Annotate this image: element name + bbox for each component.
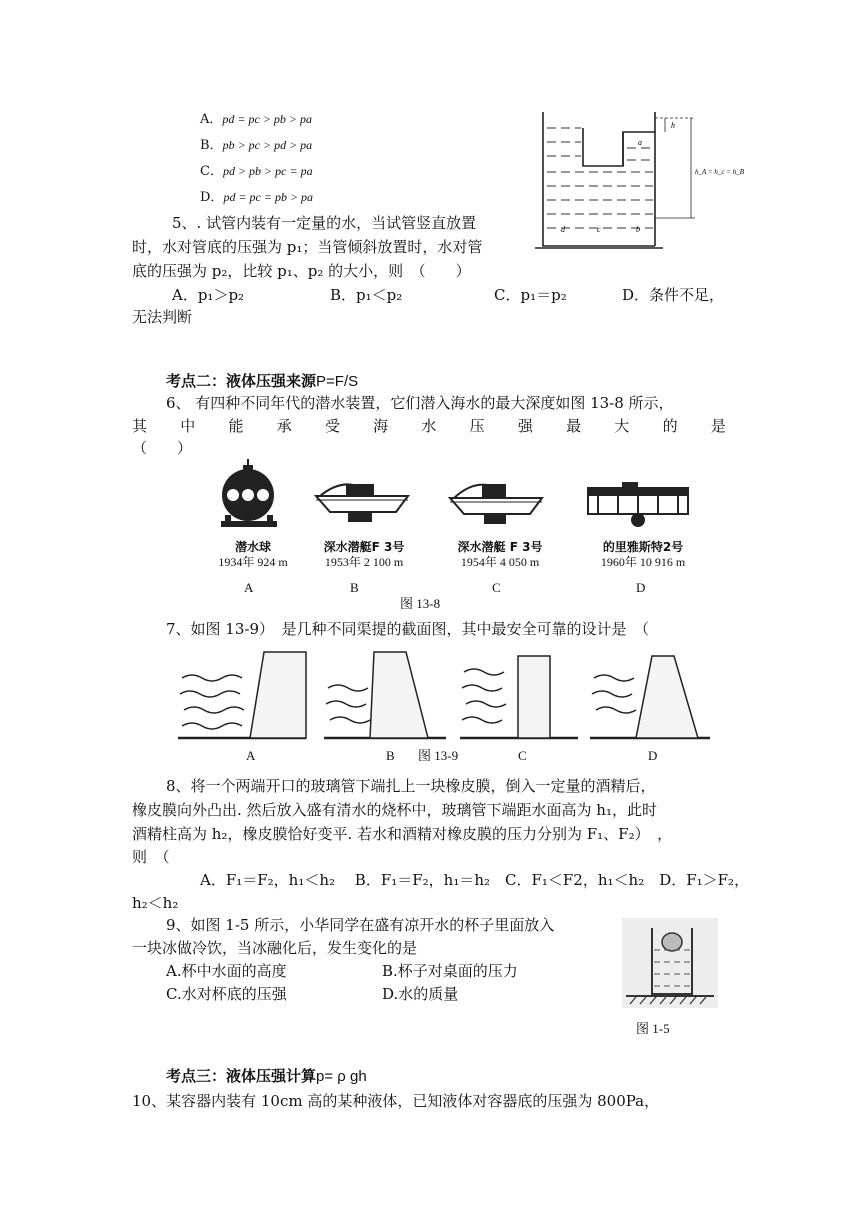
q5-option-a: A．p₁＞p₂ <box>172 286 245 304</box>
q5-line2: 时，水对管底的压强为 p₁；当管倾斜放置时，水对管 <box>132 238 483 256</box>
dam-b <box>326 652 428 738</box>
q9-option-b: B.杯子对桌面的压力 <box>382 962 518 980</box>
q8-options: A．F₁＝F₂，h₁＜h₂ B．F₁＝F₂，h₁＝h₂ C．F₁＜F2，h₁＜h₂ D．F₁＞F₂， <box>200 871 750 889</box>
submarine-letter-d: D <box>636 580 646 595</box>
tank-label-h: h <box>671 121 675 130</box>
submarine-c-label: 深水潜艇 F 3号 1954年 4 050 m <box>457 540 543 569</box>
q6-line3: （ ） <box>132 439 193 457</box>
dam-letter-b: B <box>386 748 395 763</box>
q6-line1: 6、 有四种不同年代的潜水装置，它们潜入海水的最大深度如图 13-8 所示， <box>166 394 674 412</box>
q4-option-a: A．pd = pc > pb > pa <box>200 112 313 127</box>
q9-line2: 一块冰做冷饮，当冰融化后，发生变化的是 <box>132 939 418 957</box>
q7-line1: 7、如图 13-9） 是几种不同渠提的截面图，其中最安全可靠的设计是 （ <box>166 620 650 638</box>
tank-label-b: b <box>636 225 640 234</box>
tank-label-d: d <box>561 225 565 234</box>
q5-line3: 底的压强为 p₂，比较 p₁、p₂ 的大小，则 （ ） <box>132 262 471 280</box>
q5-line5: 无法判断 <box>132 308 193 326</box>
dam-cross-sections <box>178 648 718 744</box>
q8-line4: 则 （ <box>132 848 170 866</box>
dam-a <box>180 652 306 738</box>
figure-1-5-caption: 图 1-5 <box>636 1021 670 1036</box>
q5-option-b: B．p₁＜p₂ <box>330 286 403 304</box>
q4-option-d: D．pd = pc = pb > pa <box>200 190 314 205</box>
q5-line1: 5、. 试管内装有一定量的水，当试管竖直放置 <box>172 214 477 232</box>
submarine-b-label: 深水潜艇F 3号 1953年 2 100 m <box>323 540 405 569</box>
submarine-letter-c: C <box>492 580 501 595</box>
figure-13-8-caption: 图 13-8 <box>400 596 441 611</box>
figure-13-9-caption: 图 13-9 <box>418 748 459 763</box>
dam-letter-c: C <box>518 748 527 763</box>
q8-line2: 橡皮膜向外凸出. 然后放入盛有清水的烧杯中，玻璃管下端距水面高为 h₁，此时 <box>132 801 657 819</box>
q4-option-b: B．pb > pc > pd > pa <box>200 138 313 153</box>
submarine-d-label: 的里雅斯特2号 1960年 10 916 m <box>600 540 686 569</box>
q9-line1: 9、如图 1-5 所示，小华同学在盛有凉开水的杯子里面放入 <box>166 916 555 934</box>
q9-option-a: A.杯中水面的高度 <box>166 962 287 980</box>
tank-figure <box>535 108 767 252</box>
q6-line2: 其 中 能 承 受 海 水 压 强 最 大 的 是 <box>132 417 726 435</box>
q8-line1: 8、将一个两端开口的玻璃管下端扎上一块橡皮膜，倒入一定量的酒精后， <box>166 777 656 795</box>
dam-letter-a: A <box>246 748 256 763</box>
q8-line3: 酒精柱高为 h₂，橡皮膜恰好变平. 若水和酒精对橡皮膜的压力分别为 F₁、F₂） ， <box>132 825 673 843</box>
section-2-heading: 考点二：液体压强来源P=F/S <box>166 372 359 390</box>
submarine-c-image <box>446 470 548 530</box>
q9-option-d: D.水的质量 <box>382 985 459 1003</box>
q10-line1: 10、某容器内装有 10cm 高的某种液体，已知液体对容器底的压强为 800Pa， <box>132 1092 660 1110</box>
q9-option-c: C.水对杯底的压强 <box>166 985 287 1003</box>
q8-line6: h₂＜h₂ <box>132 894 179 912</box>
dam-d <box>592 656 698 738</box>
tank-label-eq: h_A = h_c = h_B <box>695 168 744 176</box>
submarine-b-image <box>312 470 414 530</box>
cup-with-ice-figure <box>622 918 718 1008</box>
submarine-d-image <box>582 480 694 530</box>
tank-label-c: c <box>597 225 601 234</box>
dam-c <box>462 656 550 738</box>
q5-option-c: C．p₁＝p₂ <box>494 286 567 304</box>
submarine-a-label: 潜水球 1934年 924 m <box>218 540 288 569</box>
submarine-a-image <box>215 455 290 535</box>
section-3-heading: 考点三：液体压强计算p= ρ gh <box>166 1067 367 1085</box>
q5-option-d: D．条件不足， <box>622 286 725 304</box>
q4-option-c: C．pd > pb > pc = pa <box>200 164 313 179</box>
dam-letter-d: D <box>648 748 658 763</box>
submarine-letter-a: A <box>244 580 254 595</box>
tank-label-a: a <box>638 138 642 147</box>
submarine-letter-b: B <box>350 580 359 595</box>
